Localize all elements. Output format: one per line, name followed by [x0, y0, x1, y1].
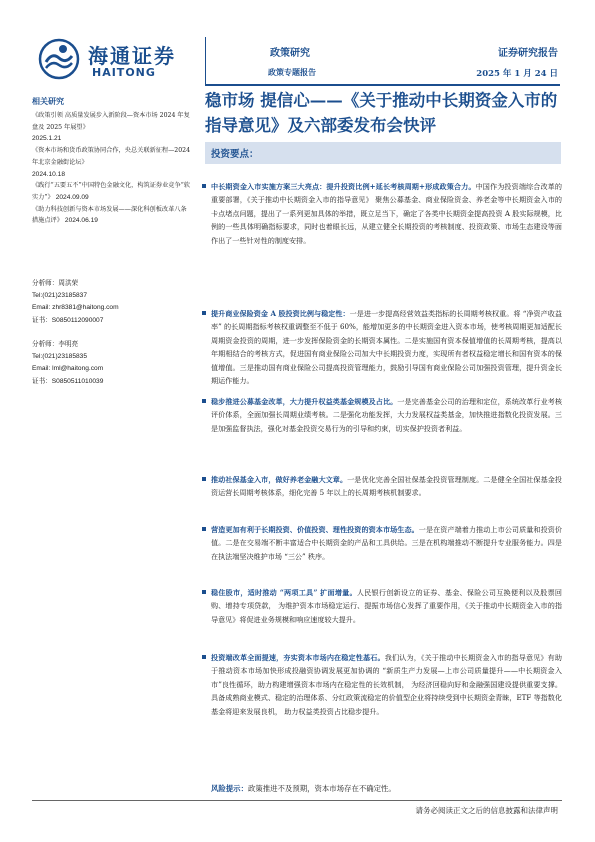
key-point — [202, 523, 562, 563]
related-research-title: 《资本市场和货币政策协同合作，央总关联新征程—2024 年北京金融街论坛》 — [32, 147, 191, 166]
key-point — [202, 395, 562, 435]
logo-text-cn: 海通证券 — [88, 44, 176, 68]
header-rule — [205, 84, 560, 86]
key-point-body: 中国作为投资端综合改革的重要部署，《关于推动中长期资金入市的指导意见》 聚焦公募基金、商业保险资金、养老金等中长期资金入市的卡点堵点问题，提出了一系列更加具体的举措，既立足当下，确定了各类中长期资金提高投资 A 股实际规模，比例的一些具体明确指标要求，同时也着眼长远，从建立健全长期投资的考核制度、投资政策、市场生态建设等面作出了一些针对性的制度安排。 — [211, 182, 562, 245]
related-research-item[interactable] — [32, 145, 192, 180]
header-divider — [205, 37, 206, 85]
analyst-tel: Tel:(021)23185835 — [32, 353, 87, 361]
key-point — [202, 651, 562, 718]
key-point-body: 一是进一步提高经营效益类指标的长周期考核权重。将 “净资产收益率” 的长周期指标考核权重调整至不低于 60%，能增加更多的中长期资金进入资本市场，使考核周期更加适配长周期资金投资的周期，进一步发挥保险资金的长期资本属性。二是实施国有资本保值增值的长周期考核，提高以年期相结合的考核方式，促进国有商业保险公司加大中长期投资力度，实现所有者权益稳定增长和国有资本的保值增值。三是推动国有商业保险公司提高投资管理能力，鼓励引导国有商业保险公司加强投资管理，提升资金长期运作能力。 — [211, 309, 562, 386]
bullet-marker — [202, 590, 206, 594]
risk-text: 政策推进不及预期，资本市场存在不确定性。 — [247, 784, 396, 793]
bullet-marker — [202, 527, 206, 531]
report-type: 证券研究报告 — [498, 48, 558, 59]
related-research-title: 《践行“五要五不”中国特色金融文化，构筑证券业竞争“软实力”》 — [32, 182, 190, 201]
related-research-item[interactable] — [32, 180, 192, 203]
related-research-title: 《政策引领 高质量发展步入新阶段—资本市场 2024 年复盘及 2025 年展望》 — [32, 112, 190, 131]
analyst-card — [32, 339, 192, 388]
related-research-item[interactable] — [32, 110, 192, 145]
related-research-item[interactable] — [32, 204, 192, 227]
haitong-emblem-icon — [38, 38, 80, 80]
key-point — [202, 180, 562, 247]
related-research-date: 2025.1.21 — [32, 135, 62, 143]
key-point-body: 我们认为，《关于推动中长期资金入市的指导意见》有助于推动资本市场加快形成投融资协调发展更加协调的 “新质生产力发展—上市公司质量提升——中长期资金入市”良性循环，助力构建增强资本市场内在稳定性的长效机制， 为经济回稳向好和金融强国建设提供重要支撑。具备成熟商业模式、稳定的治理体系、分红政策流稳定的价值型企业将持续受到中长期资金青睐，ETF 等指数化基金将迎来发展良机， 助力权益类投资占比稳步提升。 — [211, 653, 563, 716]
related-research-date: 2024.10.18 — [32, 170, 66, 178]
related-research-date: 2024.09.09 — [55, 193, 89, 201]
key-point-heading: 提升商业保险资金 A 股投资比例与稳定性： — [211, 309, 350, 318]
key-point — [202, 473, 562, 500]
key-point-heading: 稳步推进公募基金改革，大力提升权益类基金规模及占比。 — [211, 397, 398, 406]
related-research-list — [32, 110, 192, 227]
footer-rule — [32, 800, 562, 801]
key-point-heading: 稳住股市，适时推动 “两项工具” 扩面增量。 — [211, 588, 357, 597]
report-date: 2025 年 1 月 24 日 — [476, 69, 558, 79]
analyst-name: 分析师：李明亮 — [32, 341, 79, 348]
logo-text-en: HAITONG — [92, 66, 156, 79]
bullet-marker — [202, 477, 206, 481]
key-point-body: 人民银行创新设立的证券、基金、保险公司互换便利以及股票回购、增持专项贷款， 为维护资本市场稳定运行、提振市场信心发挥了重要作用，《关于推动中长期资金入市的指导意见》将促进业务规模和响应速度较大提升。 — [211, 588, 562, 624]
analyst-name: 分析师：周洪荣 — [32, 280, 79, 287]
bullet-marker — [202, 311, 206, 315]
bullet-marker — [202, 184, 206, 188]
key-point-body: 一是优化完善全国社保基金投资管理制度。二是健全全国社保基金投资运营长周期考核体系，细化完善 5 年以上的长周期考核机制要求。 — [211, 475, 563, 498]
analyst-cert: 证书：S0850112090007 — [32, 316, 104, 324]
analyst-cert: 证书：S0850511010039 — [32, 377, 104, 385]
analyst-card — [32, 278, 192, 327]
key-point-heading: 投资端改革全面提速，夯实资本市场内在稳定性基石。 — [211, 653, 385, 662]
bullet-marker — [202, 655, 206, 659]
key-point-body: 一是完善基金公司的治理和定位，系统改革行业考核评价体系，全面加强长周期业绩考核。二是强化功能发挥，大力发展权益类基金，加快推进指数化投资发展。三是加强监督执法，强化对基金投资交易行为的引导和约束，切实保护投资者利益。 — [211, 397, 562, 433]
key-point — [202, 586, 562, 626]
bullet-marker — [202, 399, 206, 403]
section-title: 投资要点： — [211, 149, 259, 160]
footer-disclaimer: 请务必阅读正文之后的信息披露和法律声明 — [415, 806, 558, 815]
key-point-heading: 营造更加有利于长期投资、价值投资、理性投资的资本市场生态。 — [211, 525, 419, 534]
page-title: 稳市场 提信心——《关于推动中长期资金入市的指导意见》及六部委发布会快评 — [205, 91, 558, 135]
analyst-email[interactable]: Email: zhr8381@haitong.com — [32, 304, 119, 312]
related-research-title: 《助力科技创新与资本市场发展——深化科创板改革八条措施点评》 — [32, 205, 187, 225]
key-point-heading: 中长期资金入市实施方案三大亮点：提升投资比例+延长考核周期+形成政策合力。 — [211, 182, 476, 191]
analyst-email[interactable]: Email: lml@haitong.com — [32, 365, 104, 373]
key-point-body: 一是在资产端着力推动上市公司质量和投资价值。二是在交易端不断丰富适合中长期资金的产品和工具供给。三是在机构端推动不断提升专业服务能力。四是在执法端坚决维护市场 “三公” 秩序。 — [211, 525, 563, 561]
risk-warning — [211, 783, 561, 794]
related-research-date: 2024.06.19 — [64, 217, 98, 225]
report-subcategory: 政策专题报告 — [268, 67, 316, 77]
key-point — [202, 307, 562, 387]
related-research-heading: 相关研究 — [32, 96, 64, 106]
analyst-tel: Tel:(021)23185837 — [32, 292, 87, 300]
key-point-heading: 推动社保基金入市，做好养老金融大文章。 — [211, 475, 348, 484]
risk-label: 风险提示： — [211, 784, 248, 793]
report-category: 政策研究 — [270, 48, 310, 59]
